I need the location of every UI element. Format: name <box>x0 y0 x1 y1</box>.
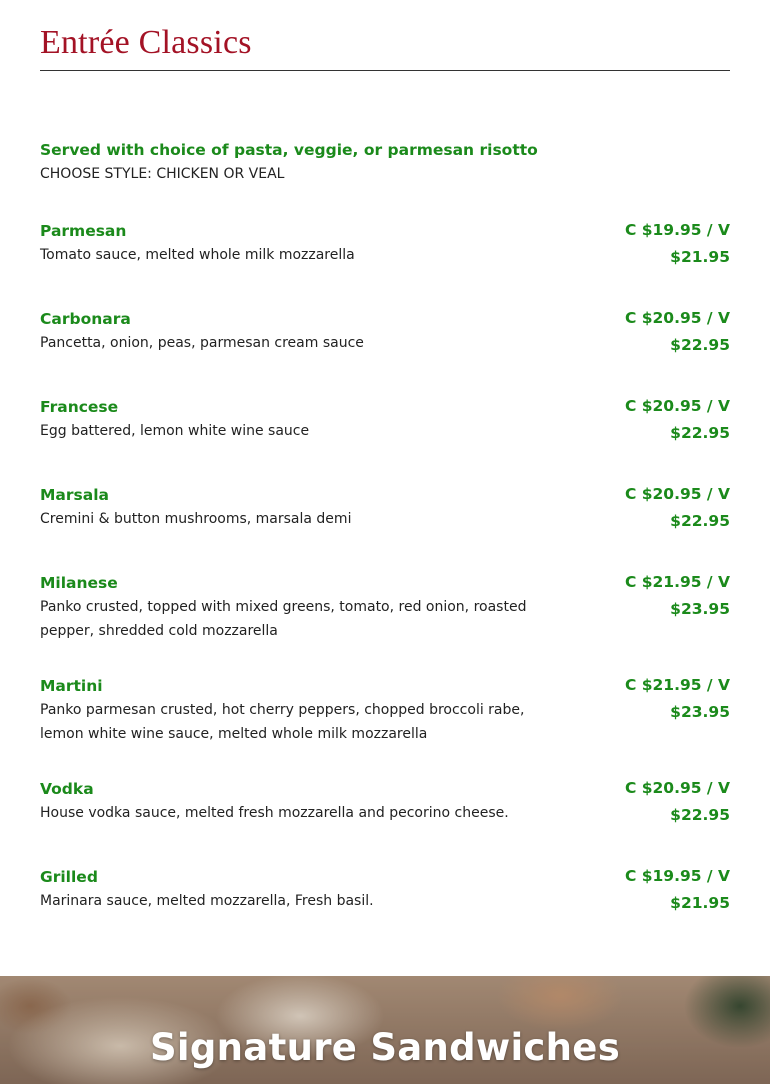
intro-subheading: CHOOSE STYLE: CHICKEN OR VEAL <box>40 166 285 182</box>
menu-item-price: C $21.95 / V $23.95 <box>624 676 730 721</box>
menu-item-price: C $20.95 / V $22.95 <box>624 397 730 442</box>
menu-item-description: Cremini & button mushrooms, marsala demi <box>40 511 352 527</box>
menu-item-list <box>40 220 730 917</box>
banner-title: Signature Sandwiches <box>149 1026 621 1069</box>
menu-item-description: Marinara sauce, melted mozzarella, Fresh basil. <box>40 893 374 909</box>
intro-heading: Served with choice of pasta, veggie, or parmesan risotto <box>40 141 538 159</box>
menu-item-name: Carbonara <box>40 310 131 328</box>
menu-item-price: C $20.95 / V $22.95 <box>624 485 730 530</box>
menu-item-description: Tomato sauce, melted whole milk mozzarella <box>40 247 355 263</box>
menu-item-description: Pancetta, onion, peas, parmesan cream sauce <box>40 335 364 351</box>
menu-item <box>40 572 730 643</box>
menu-item <box>40 675 730 746</box>
menu-item-text <box>40 778 560 825</box>
menu-item-text <box>40 866 560 913</box>
menu-item-price: C $20.95 / V $22.95 <box>624 309 730 354</box>
menu-item-name: Martini <box>40 677 103 695</box>
menu-item-text <box>40 675 560 746</box>
menu-item <box>40 220 730 271</box>
menu-item-text <box>40 220 560 267</box>
menu-item-name: Parmesan <box>40 222 127 240</box>
menu-item-price: C $19.95 / V $21.95 <box>624 867 730 912</box>
section-intro <box>40 139 730 186</box>
menu-item-price: C $21.95 / V $23.95 <box>624 573 730 618</box>
menu-item <box>40 866 730 917</box>
menu-item <box>40 778 730 829</box>
menu-item-text <box>40 484 560 531</box>
menu-item-name: Vodka <box>40 780 94 798</box>
section-title: Entrée Classics <box>40 24 252 61</box>
menu-item-description: Egg battered, lemon white wine sauce <box>40 423 310 439</box>
menu-item-description: Panko crusted, topped with mixed greens, tomato, red onion, roasted pepper, shredded cold mozzarella <box>40 599 527 639</box>
menu-item <box>40 308 730 359</box>
menu-item-description: House vodka sauce, melted fresh mozzarella and pecorino cheese. <box>40 805 509 821</box>
menu-item-price: C $20.95 / V $22.95 <box>624 779 730 824</box>
menu-item-text <box>40 396 560 443</box>
menu-item-text <box>40 308 560 355</box>
title-divider <box>40 70 730 71</box>
menu-item-name: Francese <box>40 398 119 416</box>
menu-item-description: Panko parmesan crusted, hot cherry peppers, chopped broccoli rabe, lemon white wine sauce, melted whole milk mozzarella <box>40 702 525 742</box>
menu-item-text <box>40 572 560 643</box>
signature-sandwiches-banner <box>0 976 770 1084</box>
menu-item <box>40 396 730 447</box>
menu-item <box>40 484 730 535</box>
menu-item-name: Milanese <box>40 574 118 592</box>
menu-item-name: Grilled <box>40 868 98 886</box>
menu-item-name: Marsala <box>40 486 109 504</box>
menu-item-price: C $19.95 / V $21.95 <box>624 221 730 266</box>
